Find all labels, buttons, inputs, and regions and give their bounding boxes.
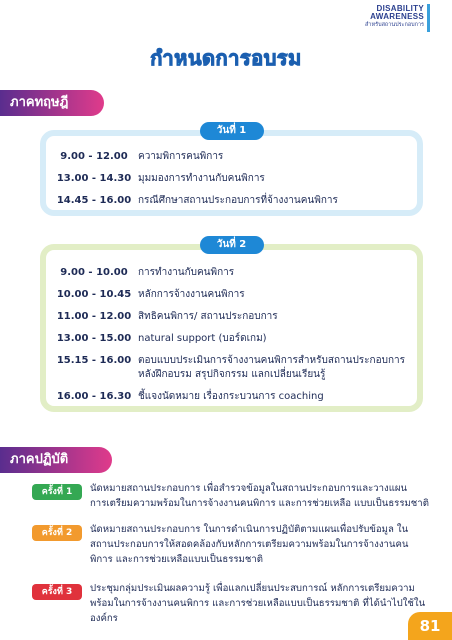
session-2-label: ครั้งที่ 2 — [32, 525, 82, 541]
session-3-text: ประชุมกลุ่มประเมินผลความรู้ เพื่อแลกเปลี่ยนประสบการณ์ หลักการเตรียมความพร้อมในการจ้างงานคนพิการ และการช่วยเหลือแบบเป็นธรรมชาติ ที่ได้นำไปใช้ในองค์กร — [90, 583, 426, 624]
schedule-time: 15.15 - 16.00 — [56, 355, 132, 366]
brand-logo — [365, 5, 424, 29]
page-title: กำหนดการอบรม — [150, 46, 302, 70]
schedule-time: 9.00 - 12.00 — [60, 151, 128, 162]
session-1-label: ครั้งที่ 1 — [32, 484, 82, 500]
theory-section-heading: ภาคทฤษฎี — [0, 90, 104, 116]
schedule-time: 13.00 - 14.30 — [56, 173, 132, 184]
schedule-time: 9.00 - 10.00 — [60, 267, 128, 278]
session-1-text: นัดหมายสถานประกอบการ เพื่อสำรวจข้อมูลในสถานประกอบการและวางแผนการเตรียมความพร้อมในการจ้างงานคนพิการ และการช่วยเหลือ แบบเป็นธรรมชาติ — [90, 483, 429, 509]
schedule-desc: ชี้แจงนัดหมาย เรื่องกระบวนการ coaching — [138, 391, 324, 402]
day1-schedule-card — [40, 125, 423, 216]
brand-line-3: สำหรับสถานประกอบการ — [365, 22, 424, 28]
brand-line-1: DISABILITY — [376, 4, 424, 13]
schedule-time: 13.00 - 15.00 — [56, 333, 132, 344]
practice-section-heading: ภาคปฏิบัติ — [0, 447, 112, 473]
schedule-time: 14.45 - 16.00 — [56, 195, 132, 206]
brand-accent-bar — [427, 4, 430, 32]
brand-line-2: AWARENESS — [370, 12, 424, 21]
schedule-desc: หลักการจ้างงานคนพิการ — [138, 289, 245, 300]
schedule-time: 10.00 - 10.45 — [56, 289, 132, 300]
day1-badge: วันที่ 1 — [200, 122, 264, 140]
day2-schedule-card — [40, 239, 423, 412]
schedule-desc: มุมมองการทำงานกับคนพิการ — [138, 173, 265, 184]
schedule-desc: การทำงานกับคนพิการ — [138, 267, 235, 278]
schedule-time: 16.00 - 16.30 — [56, 391, 132, 402]
page-number: 81 — [408, 612, 452, 640]
schedule-desc: กรณีศึกษาสถานประกอบการที่จ้างงานคนพิการ — [138, 195, 338, 206]
session-3-label: ครั้งที่ 3 — [32, 584, 82, 600]
schedule-desc: ความพิการคนพิการ — [138, 151, 224, 162]
schedule-desc: natural support (บอร์ดเกม) — [138, 333, 267, 344]
schedule-desc: สิทธิคนพิการ/ สถานประกอบการ — [138, 311, 278, 322]
day2-badge: วันที่ 2 — [200, 236, 264, 254]
schedule-time: 11.00 - 12.00 — [56, 311, 132, 322]
schedule-desc: ตอบแบบประเมินการจ้างงานคนพิการสำหรับสถานประกอบการ หลังฝึกอบรม สรุปกิจกรรม แลกเปลี่ยนเรียนรู้ — [138, 355, 405, 380]
session-2-text: นัดหมายสถานประกอบการ ในการดำเนินการปฏิบัติตามแผนเพื่อปรับข้อมูล ในสถานประกอบการให้สอดคล้องกับหลักการเตรียมความพร้อมในการจ้างงานคนพิการ และการช่วยเหลือแบบเป็นธรรมชาติ — [90, 524, 409, 565]
